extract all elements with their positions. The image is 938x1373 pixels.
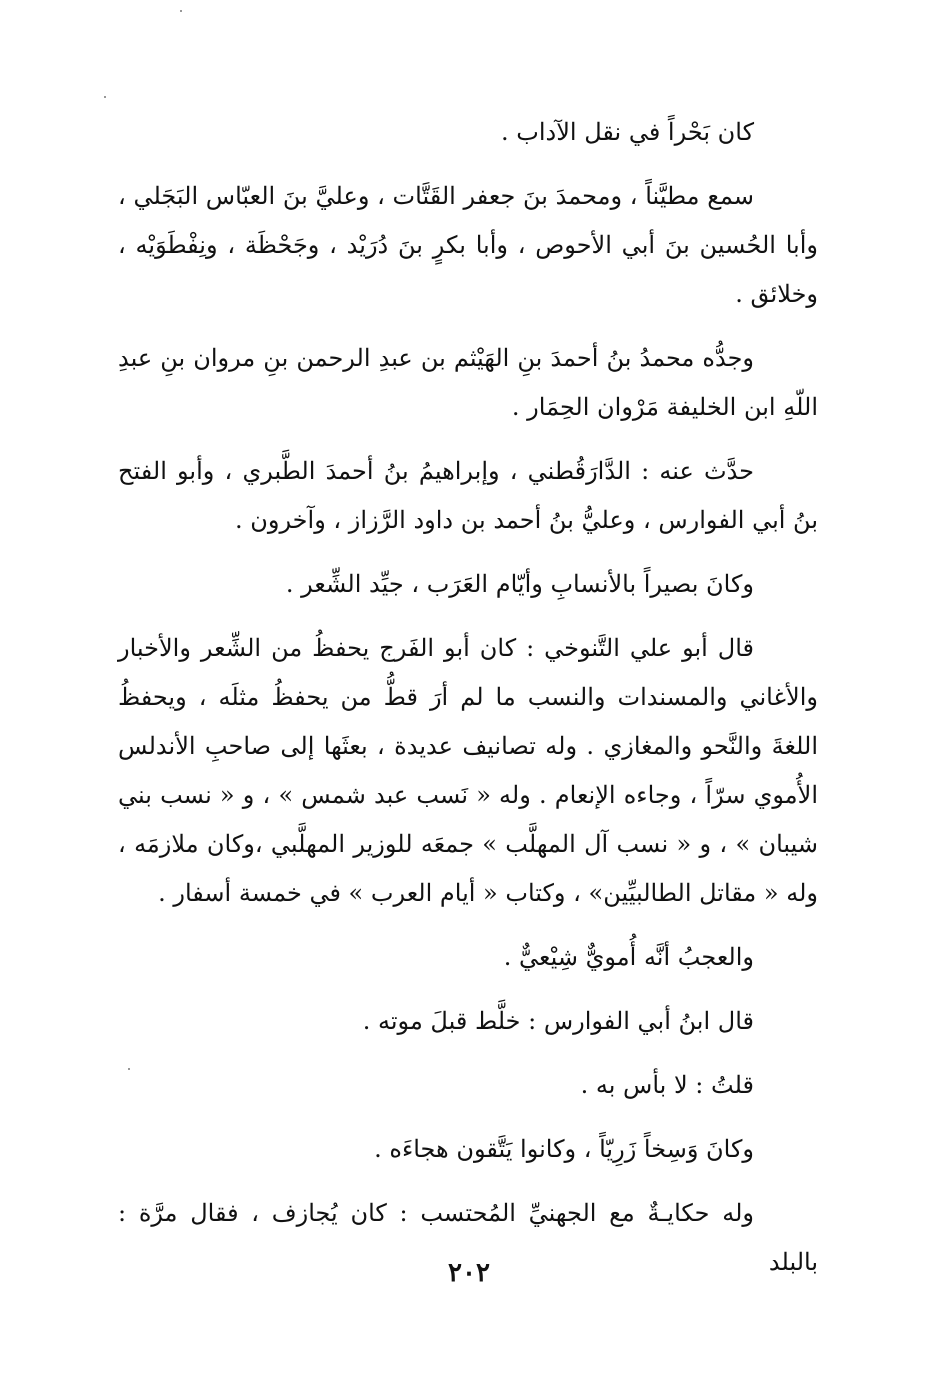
page-number: ٢٠٢: [448, 1258, 490, 1288]
scan-speck: [180, 10, 182, 12]
paragraph-11: وله حكايـةٌ مع الجهنيِّ المُحتسب : كان يُجازف ، فقال مرَّة : بالبلد: [118, 1199, 818, 1276]
paragraph-6: قال أبو علي التَّنوخي : كان أبو الفَرج يحفظُ من الشِّعر والأخبار والأغاني والمسندات والنسب ما لم أرَ قطُّ من يحفظُ مثلَه ، ويحفظُ اللغةَ والنَّحو والمغازي . وله تصانيف عديدة ، بعثَها إلى صاحبِ الأندلس الأُموي سرّاً ، وجاءه الإنعام . وله « نَسب عبد شمس » ، و « نسب بني شيبان » ، و « نسب آل المهلَّب » جمعَه للوزير المهلَّبي ،وكان ملازمَه ، وله « مقاتل الطالبيِّين» ، وكتاب « أيام العرب » في خمسة أسفار .: [118, 634, 818, 907]
scan-speck: [104, 96, 106, 98]
paragraph-5: وكانَ بصيراً بالأنسابِ وأيّام العَرَب ، جيِّد الشِّعر .: [285, 570, 754, 598]
paragraph-3: وجدُّه محمدُ بنُ أحمدَ بنِ الهَيْثم بن عبدِ الرحمن بنِ مروان بنِ عبدِ اللّهِ ابن الخليفة مَرْوان الحِمَار .: [118, 344, 818, 421]
paragraph-1: كان بَحْراً في نقل الآداب .: [501, 118, 754, 146]
paragraph-9: قلتُ : لا بأس به .: [580, 1071, 754, 1099]
paragraph-2: سمع مطيَّناً ، ومحمدَ بنَ جعفر القَتَّات ، وعليَّ بنَ العبّاس البَجَلي ، وأبا الحُسين بنَ أبي الأحوص ، وأبا بكرٍ بنَ دُرَيْد ، وجَحْظَة ، ونِفْطَوَيْه ، وخلائق .: [118, 182, 818, 308]
paragraph-10: وكانَ وَسِخاً زَرِيّاً ، وكانوا يَتَّقون هجاءَه .: [374, 1135, 754, 1163]
paragraph-4: حدَّث عنه : الدَّارَقُطني ، وإبراهيمُ بنُ أحمدَ الطَّبري ، وأبو الفتح بنُ أبي الفوارس ، وعليُّ بنُ أحمد بن داود الرَّزاز ، وآخرون .: [118, 457, 818, 534]
paragraph-8: قال ابنُ أبي الفوارس : خلَّط قبلَ موته .: [362, 1007, 754, 1035]
paragraph-7: والعجبُ أنَّه أُمويٌّ شِيْعيٌّ .: [503, 943, 754, 971]
body-text: [118, 108, 818, 1302]
